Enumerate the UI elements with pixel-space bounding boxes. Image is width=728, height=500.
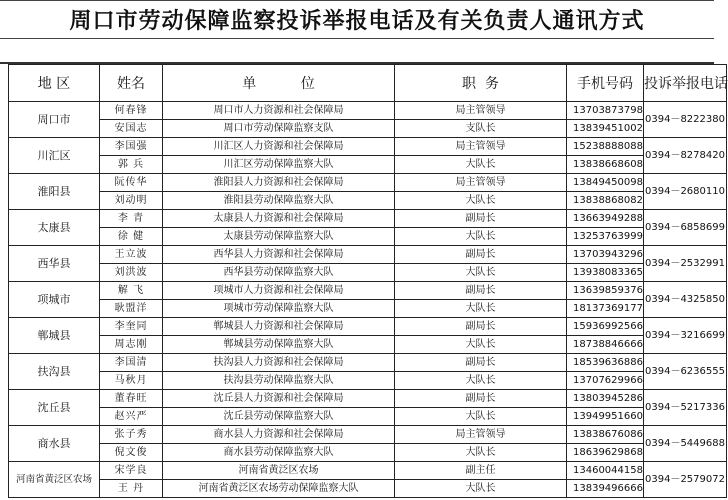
name-cell: 王立波: [100, 246, 163, 264]
position-cell: 副主任: [395, 462, 567, 480]
table-row: [9, 480, 727, 498]
table-row: [9, 156, 727, 174]
region-cell: 郸城县: [9, 318, 100, 354]
table-row: [9, 102, 727, 120]
position-cell: 局主管领导: [395, 138, 567, 156]
header-hotline: 投诉举报电话: [644, 65, 727, 102]
region-cell: 项城市: [9, 282, 100, 318]
table-row: [9, 300, 727, 318]
position-cell: 大队长: [395, 444, 567, 462]
name-cell: 刘动明: [100, 192, 163, 210]
table-row: [9, 408, 727, 426]
header-name: 姓名: [100, 65, 163, 102]
blank-row: [0, 38, 714, 64]
position-cell: 大队长: [395, 372, 567, 390]
table-row: [9, 120, 727, 138]
unit-cell: 商水县人力资源和社会保障局: [163, 426, 395, 444]
mobile-cell: 13849450098: [567, 174, 644, 192]
hotline-cell: 0394－3216699: [644, 318, 727, 354]
table-header-row: [9, 65, 727, 102]
position-cell: 大队长: [395, 156, 567, 174]
mobile-cell: 13663949288: [567, 210, 644, 228]
hotline-cell: 0394－8278420: [644, 138, 727, 174]
unit-cell: 川汇区人力资源和社会保障局: [163, 138, 395, 156]
position-cell: 副局长: [395, 318, 567, 336]
position-cell: 大队长: [395, 336, 567, 354]
position-cell: 大队长: [395, 228, 567, 246]
contact-table: [8, 64, 727, 498]
mobile-cell: 13938083365: [567, 264, 644, 282]
name-cell: 徐 健: [100, 228, 163, 246]
name-cell: 解 飞: [100, 282, 163, 300]
hotline-cell: 0394－2680110: [644, 174, 727, 210]
region-cell: 太康县: [9, 210, 100, 246]
position-cell: 大队长: [395, 408, 567, 426]
unit-cell: 商水县劳动保障监察大队: [163, 444, 395, 462]
table-row: [9, 336, 727, 354]
mobile-cell: 13707629966: [567, 372, 644, 390]
table-row: [9, 264, 727, 282]
mobile-cell: 13703943296: [567, 246, 644, 264]
table-row: [9, 462, 727, 480]
table-row: [9, 228, 727, 246]
mobile-cell: 18137369177: [567, 300, 644, 318]
region-cell: 西华县: [9, 246, 100, 282]
mobile-cell: 13460044158: [567, 462, 644, 480]
table-row: [9, 444, 727, 462]
position-cell: 局主管领导: [395, 426, 567, 444]
name-cell: 倪文俊: [100, 444, 163, 462]
name-cell: 赵兴严: [100, 408, 163, 426]
name-cell: 何春锋: [100, 102, 163, 120]
position-cell: 副局长: [395, 210, 567, 228]
unit-cell: 周口市人力资源和社会保障局: [163, 102, 395, 120]
unit-cell: 项城市劳动保障监察大队: [163, 300, 395, 318]
header-mobile: 手机号码: [567, 65, 644, 102]
mobile-cell: 13703873798: [567, 102, 644, 120]
table-row: [9, 282, 727, 300]
hotline-cell: 0394－6858699: [644, 210, 727, 246]
position-cell: 副局长: [395, 282, 567, 300]
unit-cell: 扶沟县劳动保障监察大队: [163, 372, 395, 390]
mobile-cell: 13838868082: [567, 192, 644, 210]
region-cell: 商水县: [9, 426, 100, 462]
position-cell: 副局长: [395, 390, 567, 408]
region-cell: 周口市: [9, 102, 100, 138]
unit-cell: 川汇区劳动保障监察大队: [163, 156, 395, 174]
unit-cell: 太康县劳动保障监察大队: [163, 228, 395, 246]
name-cell: 周志刚: [100, 336, 163, 354]
unit-cell: 项城市人力资源和社会保障局: [163, 282, 395, 300]
mobile-cell: 13839496666: [567, 480, 644, 498]
name-cell: 宋学良: [100, 462, 163, 480]
position-cell: 大队长: [395, 264, 567, 282]
mobile-cell: 13949951660: [567, 408, 644, 426]
name-cell: 董春旺: [100, 390, 163, 408]
mobile-cell: 15936992566: [567, 318, 644, 336]
mobile-cell: 18539636886: [567, 354, 644, 372]
position-cell: 大队长: [395, 300, 567, 318]
unit-cell: 郸城县人力资源和社会保障局: [163, 318, 395, 336]
name-cell: 郭 兵: [100, 156, 163, 174]
unit-cell: 淮阳县人力资源和社会保障局: [163, 174, 395, 192]
table-row: [9, 174, 727, 192]
position-cell: 副局长: [395, 354, 567, 372]
region-cell: 淮阳县: [9, 174, 100, 210]
position-cell: 局主管领导: [395, 102, 567, 120]
region-cell: 沈丘县: [9, 390, 100, 426]
region-cell: 川汇区: [9, 138, 100, 174]
unit-cell: 西华县人力资源和社会保障局: [163, 246, 395, 264]
name-cell: 李 青: [100, 210, 163, 228]
region-cell: 扶沟县: [9, 354, 100, 390]
name-cell: 张子秀: [100, 426, 163, 444]
mobile-cell: 18738846666: [567, 336, 644, 354]
name-cell: 王 丹: [100, 480, 163, 498]
name-cell: 耿盟洋: [100, 300, 163, 318]
name-cell: 李国清: [100, 354, 163, 372]
unit-cell: 沈丘县劳动保障监察大队: [163, 408, 395, 426]
mobile-cell: 13838668608: [567, 156, 644, 174]
mobile-cell: 13253763999: [567, 228, 644, 246]
page-title: 周口市劳动保障监察投诉举报电话及有关负责人通讯方式: [0, 0, 714, 39]
unit-cell: 郸城县劳动保障监察大队: [163, 336, 395, 354]
mobile-cell: 13803945286: [567, 390, 644, 408]
name-cell: 李国强: [100, 138, 163, 156]
name-cell: 阮传华: [100, 174, 163, 192]
hotline-cell: 0394－5217336: [644, 390, 727, 426]
hotline-cell: 0394－6236555: [644, 354, 727, 390]
table-row: [9, 354, 727, 372]
hotline-cell: 0394－2579072: [644, 462, 727, 498]
table-row: [9, 318, 727, 336]
unit-cell: 西华县劳动保障监察大队: [163, 264, 395, 282]
header-region: 地 区: [9, 65, 100, 102]
name-cell: 马秋月: [100, 372, 163, 390]
table-row: [9, 426, 727, 444]
unit-cell: 淮阳县劳动保障监察大队: [163, 192, 395, 210]
position-cell: 副局长: [395, 246, 567, 264]
header-position: 职 务: [395, 65, 567, 102]
unit-cell: 扶沟县人力资源和社会保障局: [163, 354, 395, 372]
unit-cell: 河南省黄泛区农场劳动保障监察大队: [163, 480, 395, 498]
position-cell: 支队长: [395, 120, 567, 138]
mobile-cell: 18639629868: [567, 444, 644, 462]
table-row: [9, 138, 727, 156]
hotline-cell: 0394－4325850: [644, 282, 727, 318]
header-unit: 单 位: [163, 65, 395, 102]
region-cell: 河南省黄泛区农场: [9, 462, 100, 498]
name-cell: 刘洪波: [100, 264, 163, 282]
name-cell: 安国志: [100, 120, 163, 138]
mobile-cell: 13839451002: [567, 120, 644, 138]
position-cell: 大队长: [395, 192, 567, 210]
unit-cell: 沈丘县人力资源和社会保障局: [163, 390, 395, 408]
unit-cell: 河南省黄泛区农场: [163, 462, 395, 480]
hotline-cell: 0394－8222380: [644, 102, 727, 138]
name-cell: 李奎同: [100, 318, 163, 336]
hotline-cell: 0394－5449688: [644, 426, 727, 462]
table-row: [9, 246, 727, 264]
mobile-cell: 15238888088: [567, 138, 644, 156]
position-cell: 局主管领导: [395, 174, 567, 192]
table-body: [9, 102, 727, 498]
table-row: [9, 210, 727, 228]
table-row: [9, 372, 727, 390]
mobile-cell: 13838676086: [567, 426, 644, 444]
mobile-cell: 13639859376: [567, 282, 644, 300]
table-row: [9, 390, 727, 408]
table-row: [9, 192, 727, 210]
unit-cell: 太康县人力资源和社会保障局: [163, 210, 395, 228]
position-cell: 大队长: [395, 480, 567, 498]
unit-cell: 周口市劳动保障监察支队: [163, 120, 395, 138]
hotline-cell: 0394－2532991: [644, 246, 727, 282]
